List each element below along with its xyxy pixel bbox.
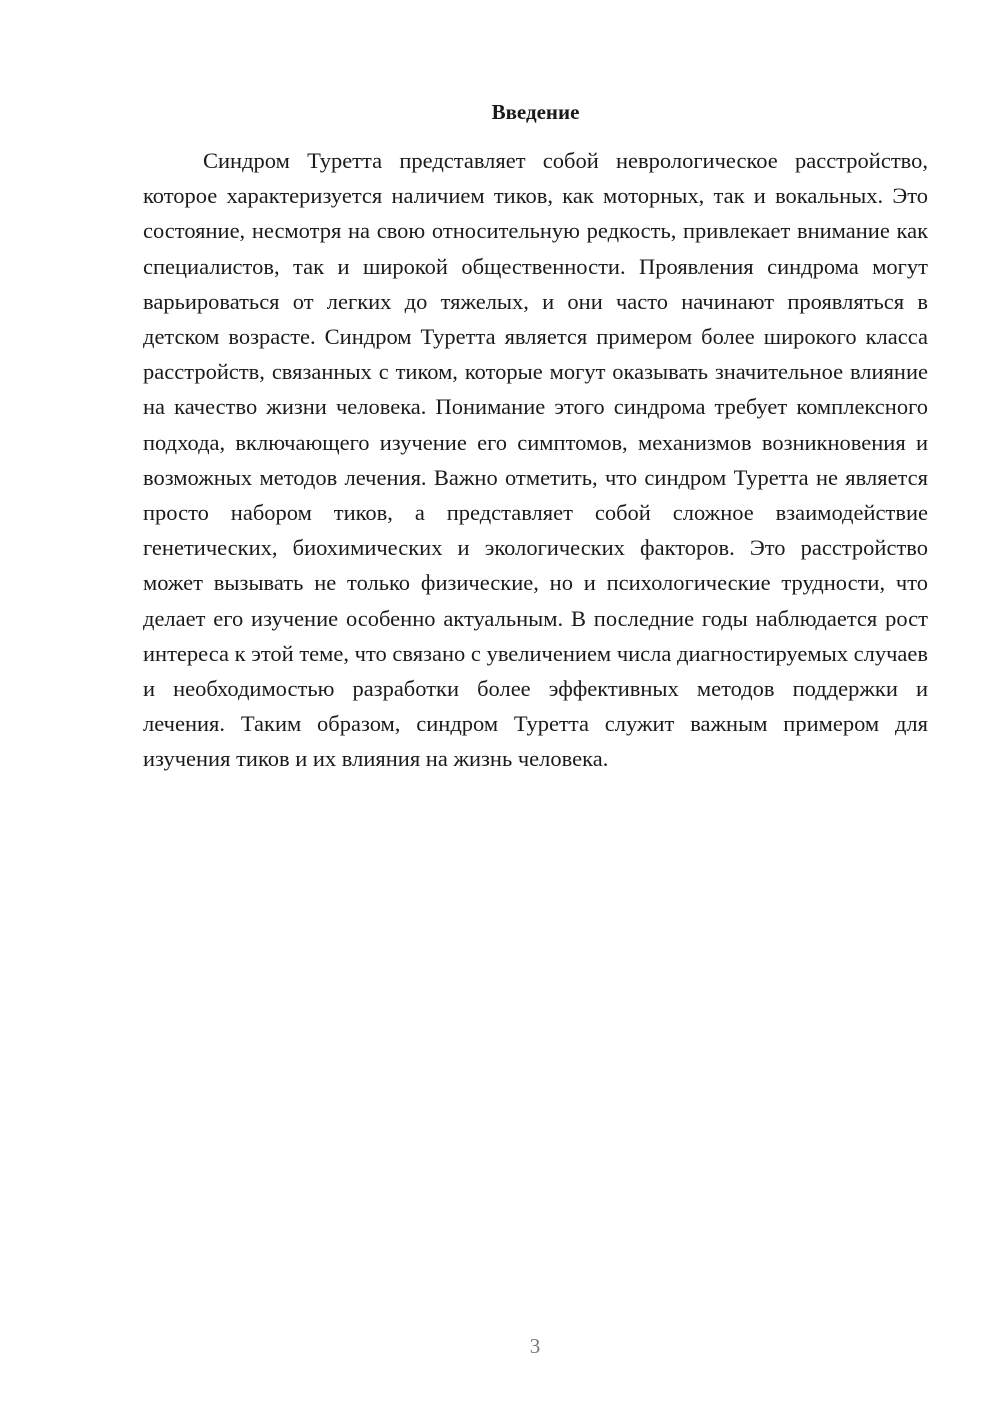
body-paragraph: Синдром Туретта представляет собой неврологическое расстройство, которое характеризуется наличием тиков, как моторных, так и вокальных. Это состояние, несмотря на свою относительную редкость, привлекает внимание как специалистов, так и широкой общественности. Проявления синдрома могут варьироваться от легких до тяжелых, и они часто начинают проявляться в детском возрасте. Синдром Туретта является примером более широкого класса расстройств, связанных с тиком, которые могут оказывать значительное влияние на качество жизни человека. Понимание этого синдрома требует комплексного подхода, включающего изучение его симптомов, механизмов возникновения и возможных методов лечения. Важно отметить, что синдром Туретта не является просто набором тиков, а представляет собой сложное взаимодействие генетических, биохимических и экологических факторов. Это расстройство может вызывать не только физические, но и психологические трудности, что делает его изучение особенно актуальным. В последние годы наблюдается рост интереса к этой теме, что связано с увеличением числа диагностируемых случаев и необходимостью разработки более эффективных методов поддержки и лечения. Таким образом, синдром Туретта служит важным примером для изучения тиков и их влияния на жизнь человека. [143, 148, 928, 772]
page-number: 3 [529, 1334, 541, 1358]
section-heading: Введение [491, 100, 580, 124]
